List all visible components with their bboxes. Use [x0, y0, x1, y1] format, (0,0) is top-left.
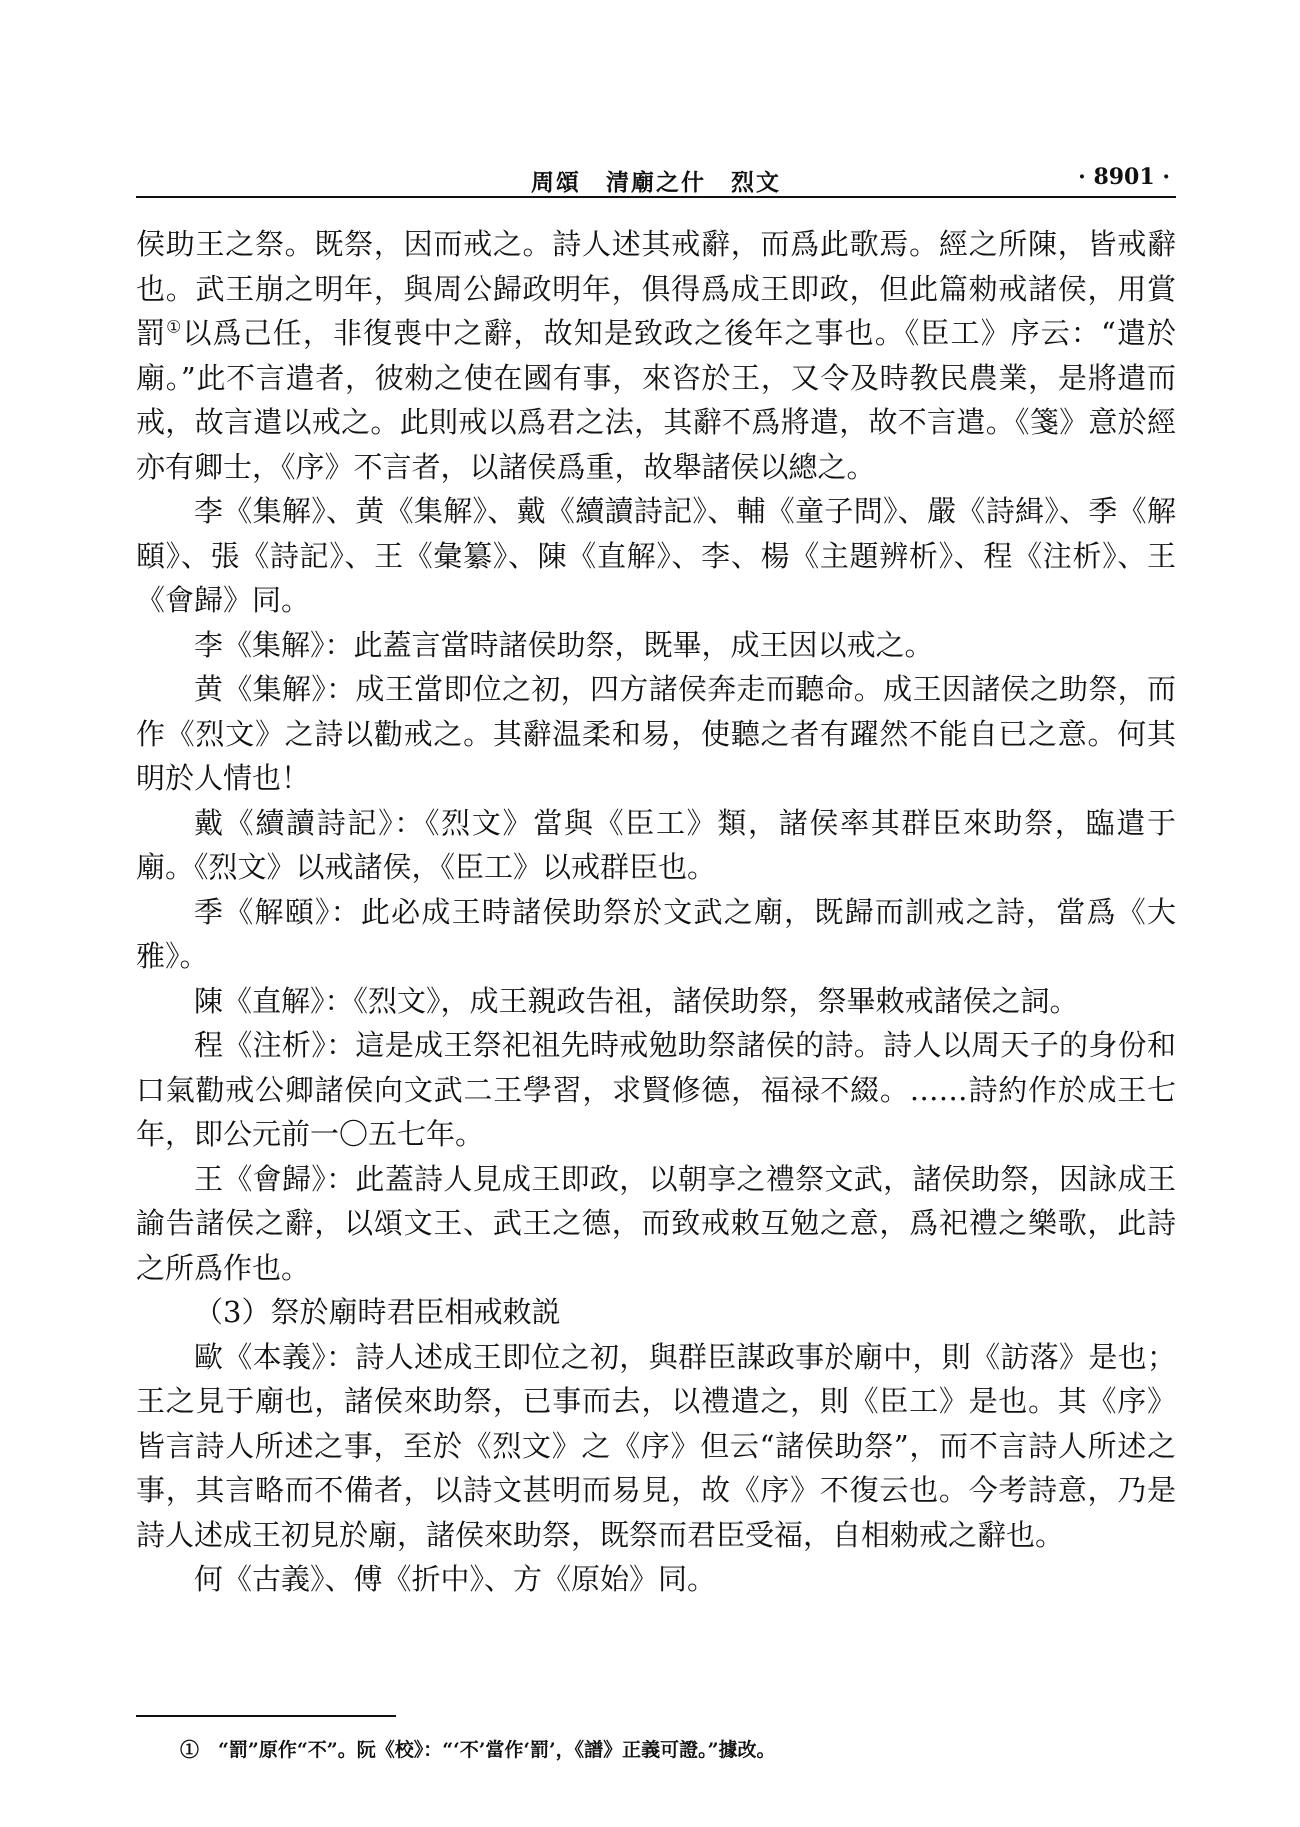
paragraph-quote: 王《會歸》：此蓋詩人見成王即政，以朝享之禮祭文武，諸侯助祭，因詠成王諭告諸侯之辭，以頌文王、武王之德，而致戒敕互勉之意，爲祀禮之樂歌，此詩之所爲作也。 [136, 1161, 1176, 1285]
paragraph-continuation [136, 222, 1176, 489]
footnote-marker: ① [166, 317, 183, 338]
paragraph-quote: 季《解頤》：此必成王時諸侯助祭於文武之廟，既歸而訓戒之詩，當爲《大雅》。 [136, 894, 1176, 973]
footnote-divider [136, 1715, 396, 1717]
paragraph-quote: 程《注析》：這是成王祭祀祖先時戒勉助祭諸侯的詩。詩人以周天子的身份和口氣勸戒公卿諸侯向文武二王學習，求賢修德，福禄不綴。……詩約作於成王七年，即公元前一〇五七年。 [136, 1028, 1176, 1151]
page-header [136, 160, 1176, 198]
paragraph-quote: 黄《集解》：成王當即位之初，四方諸侯奔走而聽命。成王因諸侯之助祭，而作《烈文》之詩以勸戒之。其辭温柔和易，使聽之者有躍然不能自已之意。何其明於人情也！ [136, 672, 1176, 795]
paragraph-quote: 戴《續讀詩記》：《烈文》當與《臣工》類，諸侯率其群臣來助祭，臨遣于廟。《烈文》以戒諸侯，《臣工》以戒群臣也。 [136, 805, 1176, 884]
page-number: · 8901 · [1078, 164, 1170, 190]
paragraph-quote: 陳《直解》：《烈文》，成王親政告祖，諸侯助祭，祭畢敕戒諸侯之詞。 [194, 983, 1079, 1018]
paragraph-quote: 李《集解》：此蓋言當時諸侯助祭，既畢，成王因以戒之。 [194, 627, 934, 662]
paragraph-quote: 歐《本義》：詩人述成王即位之初，與群臣謀政事於廟中，則《訪落》是也；王之見于廟也，諸侯來助祭，已事而去，以禮遣之，則《臣工》是也。其《序》皆言詩人所述之事，至於《烈文》之《序》但云“諸侯助祭”，而不言詩人所述之事，其言略而不備者，以詩文甚明而易見，故《序》不復云也。今考詩意，乃是詩人述成王初見於廟，諸侯來助祭，既祭而君臣受福，自相勑戒之辭也。 [136, 1339, 1176, 1552]
paragraph-same-as-list: 何《古義》、傅《折中》、方《原始》同。 [194, 1562, 717, 1596]
section-heading: （3）祭於廟時君臣相戒敕説 [194, 1295, 561, 1329]
body-text [136, 222, 1176, 1602]
running-head: 周頌 清廟之什 烈文 [531, 169, 781, 196]
paragraph-same-as-list: 李《集解》、黄《集解》、戴《續讀詩記》、輔《童子問》、嚴《詩緝》、季《解頤》、張《詩記》、王《彙纂》、陳《直解》、李、楊《主題辨析》、程《注析》、王《會歸》同。 [136, 494, 1176, 617]
paragraph-text: 侯助王之祭。既祭，因而戒之。詩人述其戒辭，而爲此歌焉。經之所陳，皆戒辭也。武王崩之明年，與周公歸政明年，俱得爲成王即政，但此篇勑戒諸侯，用賞罰 [136, 227, 1176, 350]
footnote: ① “罰”原作“不”。阮《校》：“‘不’當作‘罰’，《譜》正義可證。”據改。 [180, 1739, 776, 1761]
paragraph-text: 以爲己任，非復喪中之辭，故知是致政之後年之事也。《臣工》序云：“遣於廟。”此不言遣者，彼勑之使在國有事，來咨於王，又令及時教民農業，是將遣而戒，故言遣以戒之。此則戒以爲君之法，其辭不爲將遣，故不言遣。《箋》意於經亦有卿士，《序》不言者，以諸侯爲重，故舉諸侯以總之。 [136, 316, 1176, 484]
